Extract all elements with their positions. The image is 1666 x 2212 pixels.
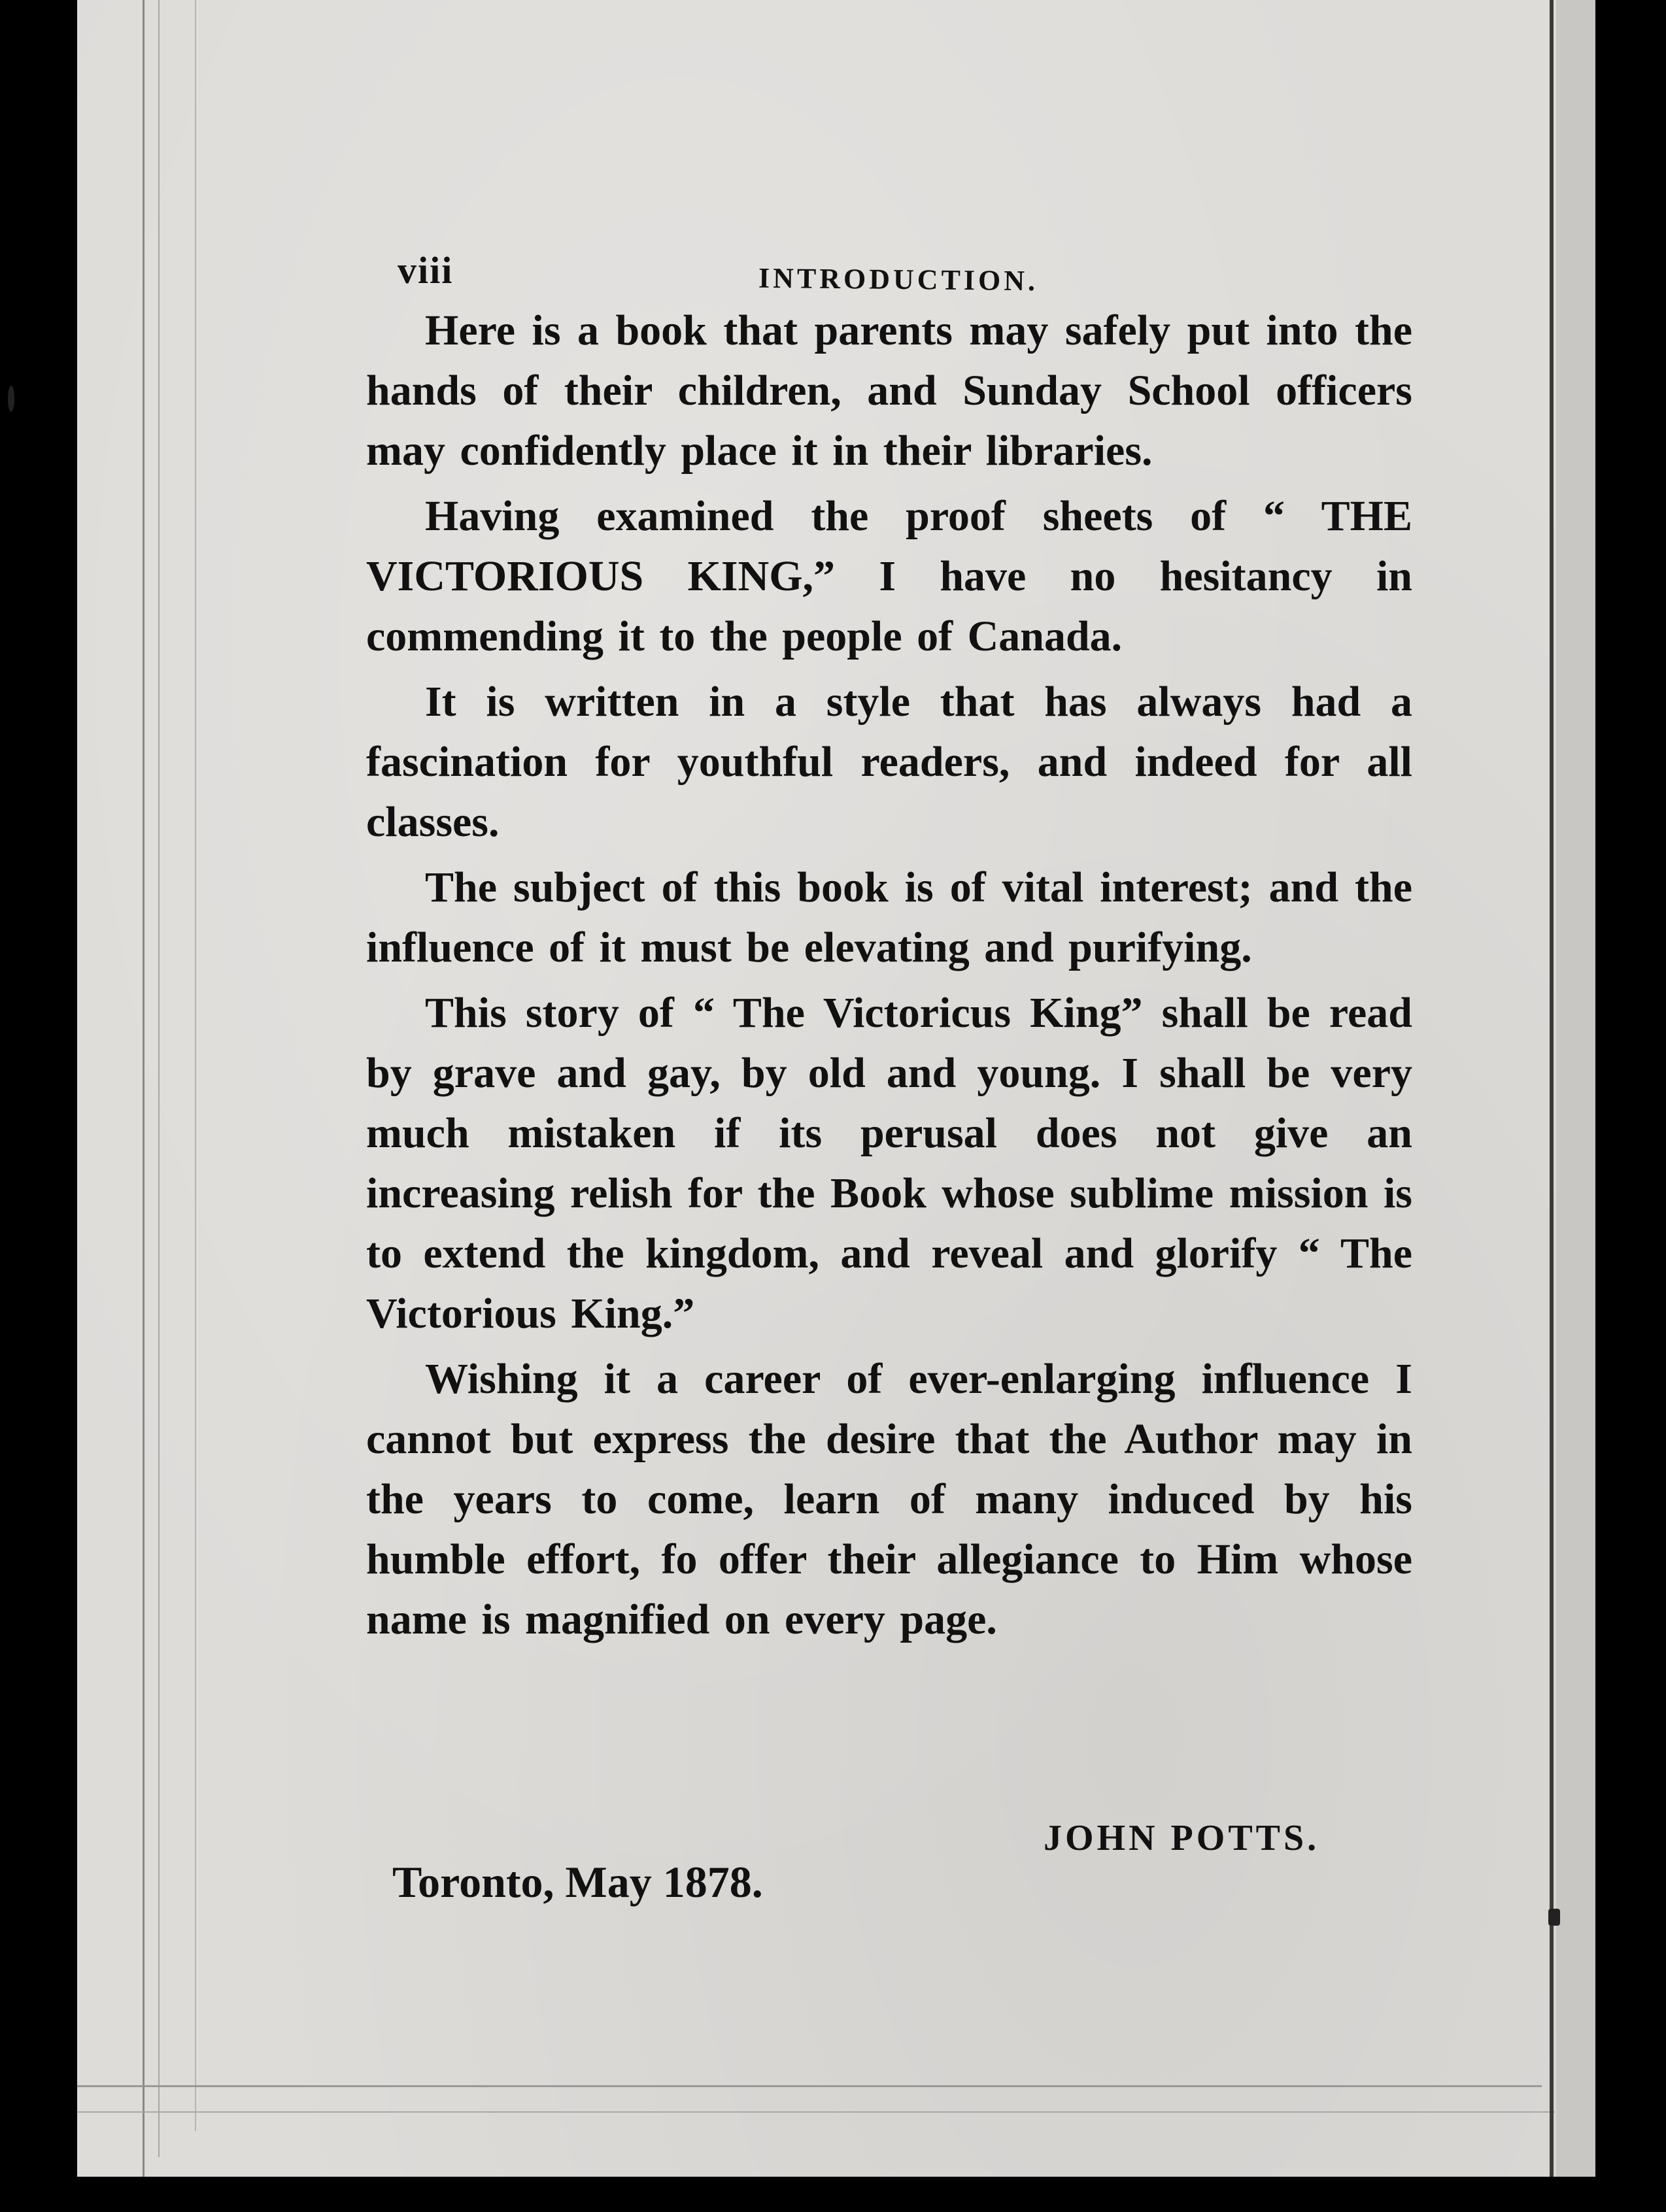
text-column [366,235,1412,1907]
scan-speck [1548,1909,1560,1926]
paragraph: Having examined the proof sheets of “ THE VICTORIOUS KING,” I have no hesitancy in commending it to the people of Canada. [366,492,1412,660]
paragraph: The subject of this book is of vital interest; and the influence of it must be elevating and purifying. [366,863,1412,971]
paragraph: Here is a book that parents may safely put into the hands of their children, and Sunday School officers may confidently place it in their libraries. [366,307,1412,475]
gutter-shadow [1550,0,1554,2177]
scan-border [1595,0,1666,2212]
signature: JOHN POTTS. [1044,1818,1320,1858]
scan-speck [8,386,14,412]
paragraph: This story of “ The Victoricus King” shall be read by grave and gay, by old and young. I shall be very much mistaken if its perusal does not give an increasing relish for the Book whose sublime mission is to extend the kingdom, and reveal and glorify “ The Victorious King.” [366,989,1412,1337]
page-edge-line [195,0,196,2131]
page-bottom-edge [77,2111,1555,2113]
book-gutter [1556,0,1595,2177]
page-number: viii [398,249,454,292]
dateline: Toronto, May 1878. [392,1857,763,1907]
paragraph: Wishing it a career of ever-enlarging influence I cannot but express the desire that the Author may in the years to come, learn of many induced by his humble effort, fo offer their allegiance to Him whose name is magnified on every page. [366,1355,1412,1643]
running-head [366,235,1412,301]
page-bottom-edge [77,2085,1542,2087]
page-edge-line [143,0,144,2177]
page-edge-line [158,0,160,2157]
section-title: INTRODUCTION. [758,261,1039,297]
paragraph: It is written in a style that has always had a fascination for youthful readers, and indeed for all classes. [366,678,1412,846]
